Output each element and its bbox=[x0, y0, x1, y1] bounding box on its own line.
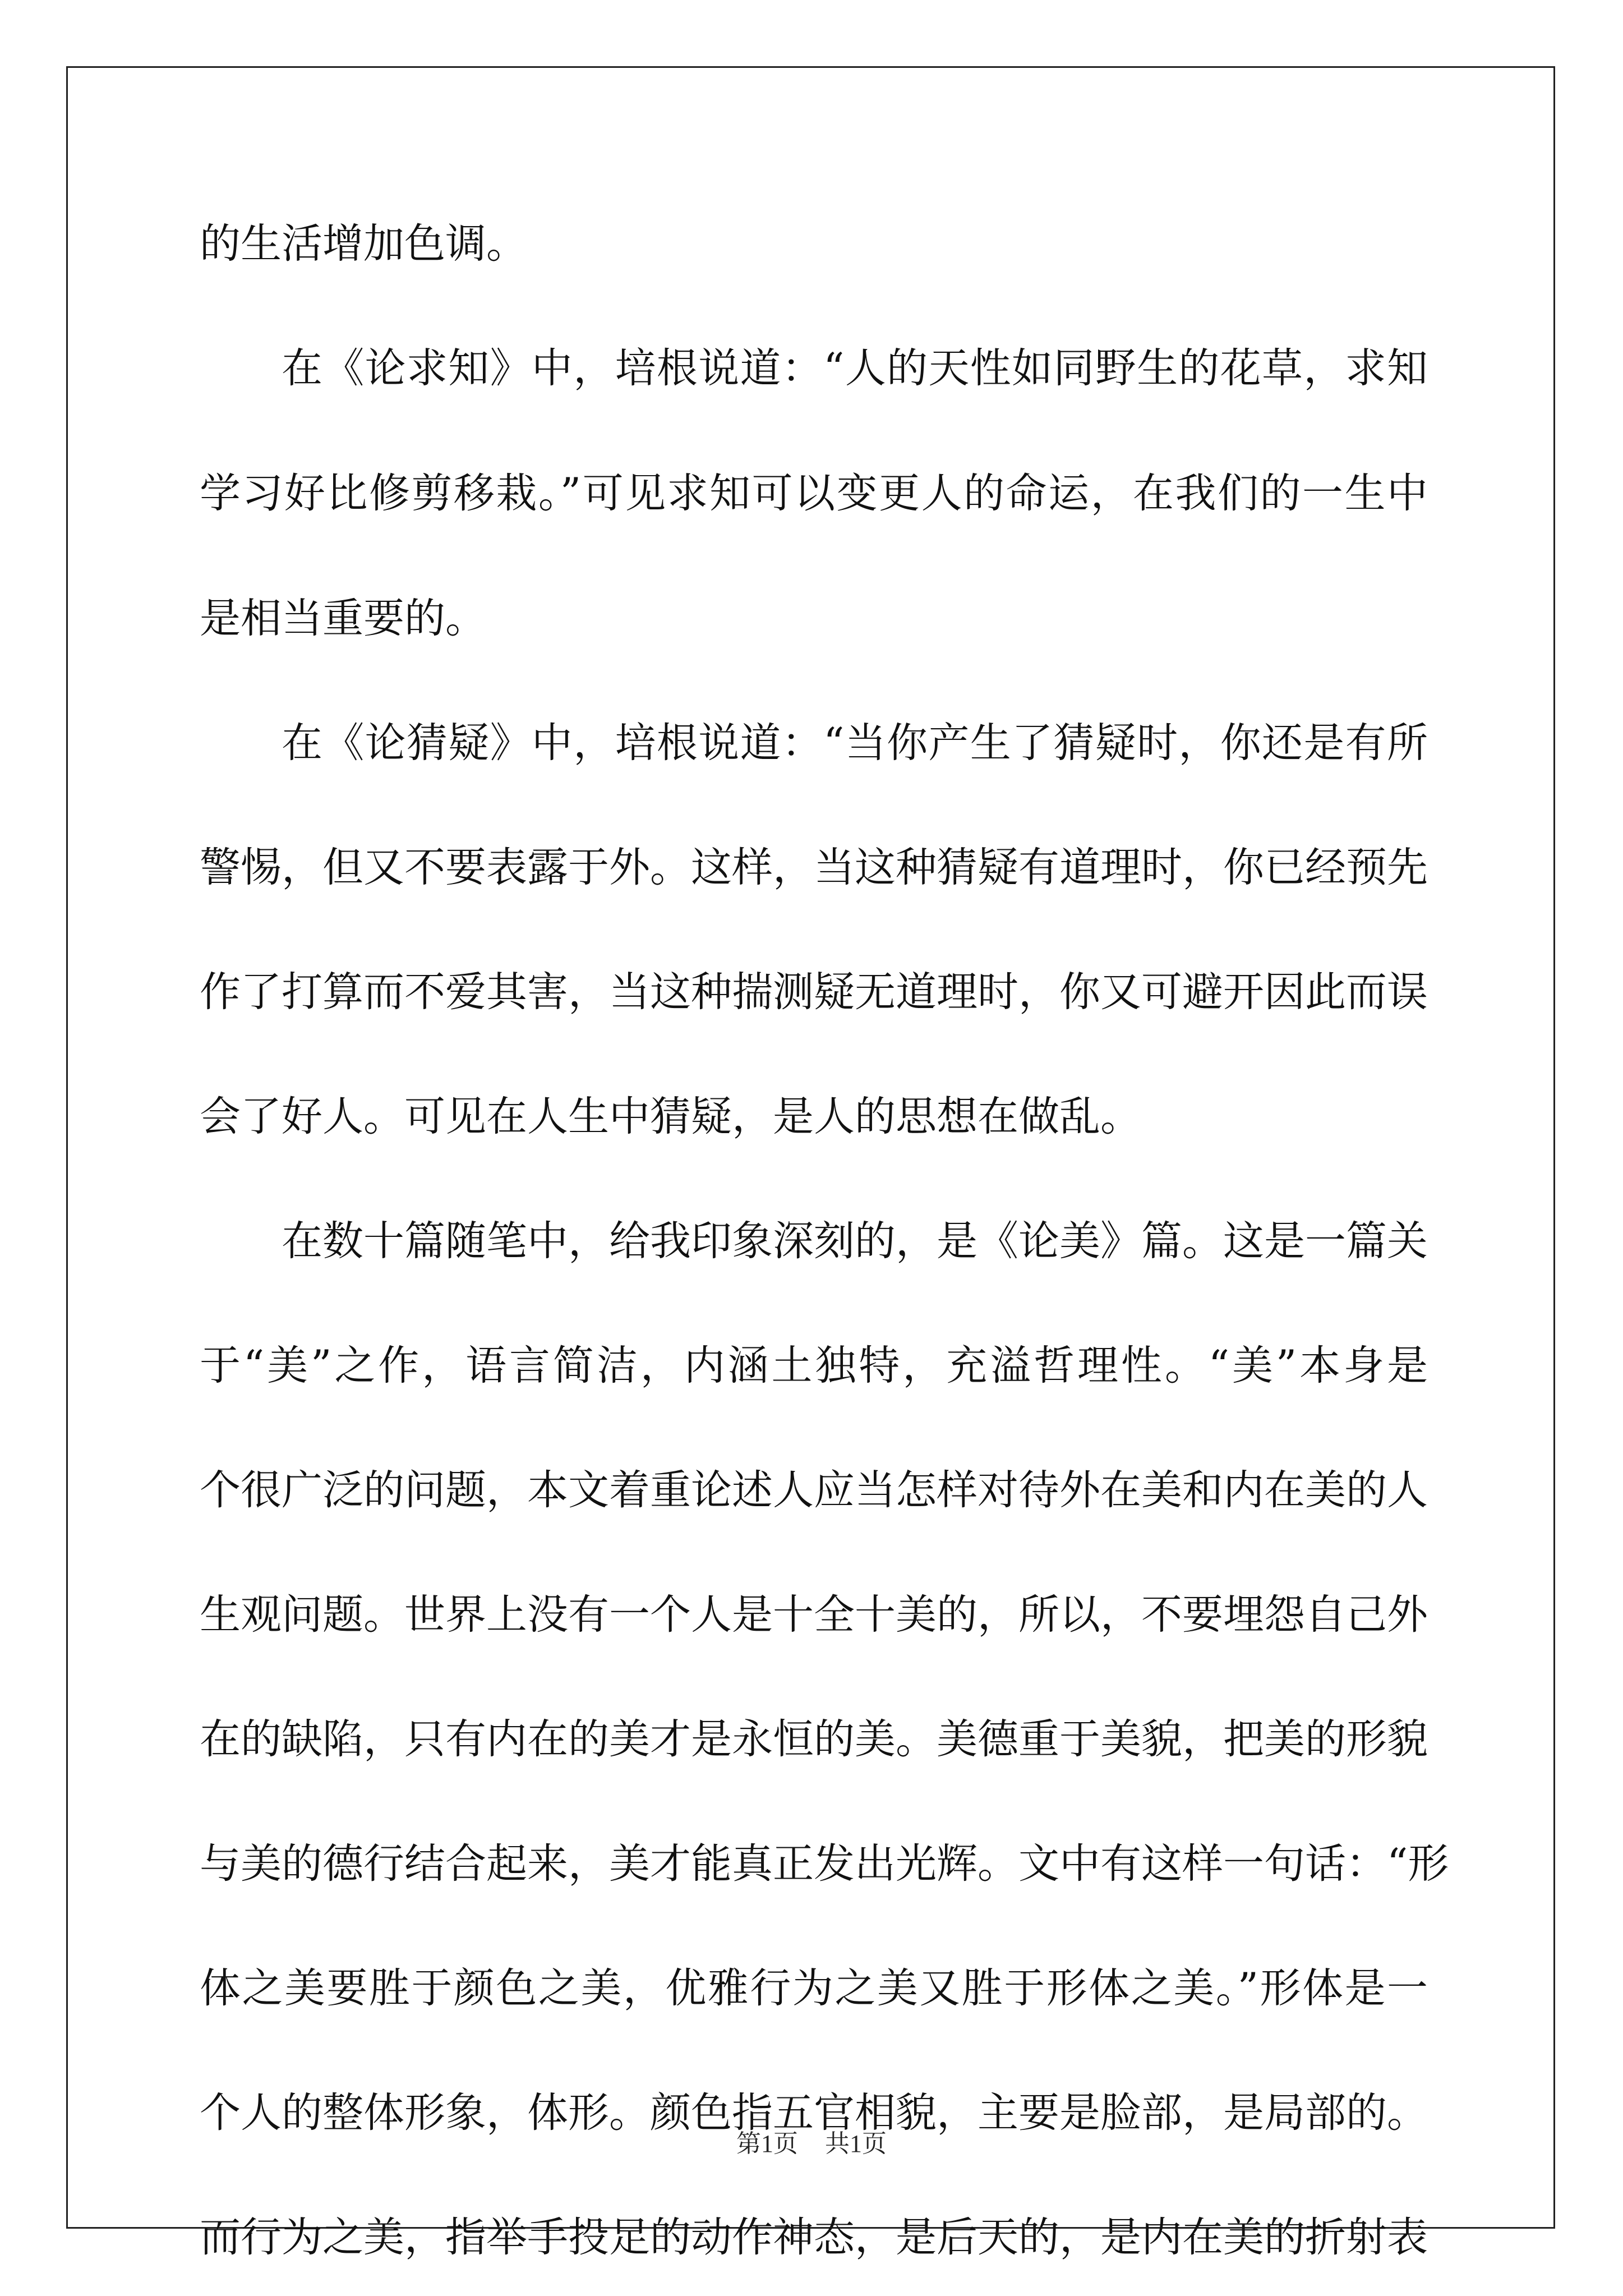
text-line: 而行为之美，指举手投足的动作神态，是后天的，是内在美的折射表 bbox=[200, 2214, 1428, 2261]
text-line: 在《论求知》中，培根说道：“人的天性如同野生的花草，求知 bbox=[282, 344, 1428, 392]
text-line: 的生活增加色调。 bbox=[200, 220, 527, 268]
text-line: 学习好比修剪移栽。”可见求知可以变更人的命运，在我们的一生中 bbox=[200, 470, 1428, 517]
page-total: 共1页 bbox=[825, 2130, 887, 2157]
text-line: 生观问题。世界上没有一个人是十全十美的，所以，不要埋怨自己外 bbox=[200, 1591, 1428, 1639]
text-line: 是相当重要的。 bbox=[200, 595, 486, 642]
text-line: 于“美”之作，语言简洁，内涵土独特，充溢哲理性。“美”本身是 bbox=[200, 1342, 1428, 1389]
text-line: 体之美要胜于颜色之美，优雅行为之美又胜于形体之美。”形体是一 bbox=[200, 1964, 1428, 2012]
page-footer bbox=[0, 2127, 1623, 2161]
text-line: 作了打算而不爱其害，当这种揣测疑无道理时，你又可避开因此而误 bbox=[200, 968, 1428, 1016]
page-number: 第1页 bbox=[736, 2130, 798, 2157]
text-line: 与美的德行结合起来，美才能真正发出光辉。文中有这样一句话：“形 bbox=[200, 1840, 1449, 1888]
text-line: 在的缺陷，只有内在的美才是永恒的美。美德重于美貌，把美的形貌 bbox=[200, 1715, 1428, 1763]
text-line: 在《论猜疑》中，培根说道：“当你产生了猜疑时，你还是有所 bbox=[282, 719, 1428, 767]
text-line: 在数十篇随笔中，给我印象深刻的，是《论美》篇。这是一篇关 bbox=[282, 1217, 1428, 1265]
text-line: 个人的整体形象，体形。颜色指五官相貌，主要是脸部，是局部的。 bbox=[200, 2089, 1428, 2137]
text-line: 会了好人。可见在人生中猜疑，是人的思想在做乱。 bbox=[200, 1093, 1141, 1140]
text-line: 警惕，但又不要表露于外。这样，当这种猜疑有道理时，你已经预先 bbox=[200, 844, 1428, 891]
text-line: 个很广泛的问题，本文着重论述人应当怎样对待外在美和内在美的人 bbox=[200, 1466, 1428, 1514]
